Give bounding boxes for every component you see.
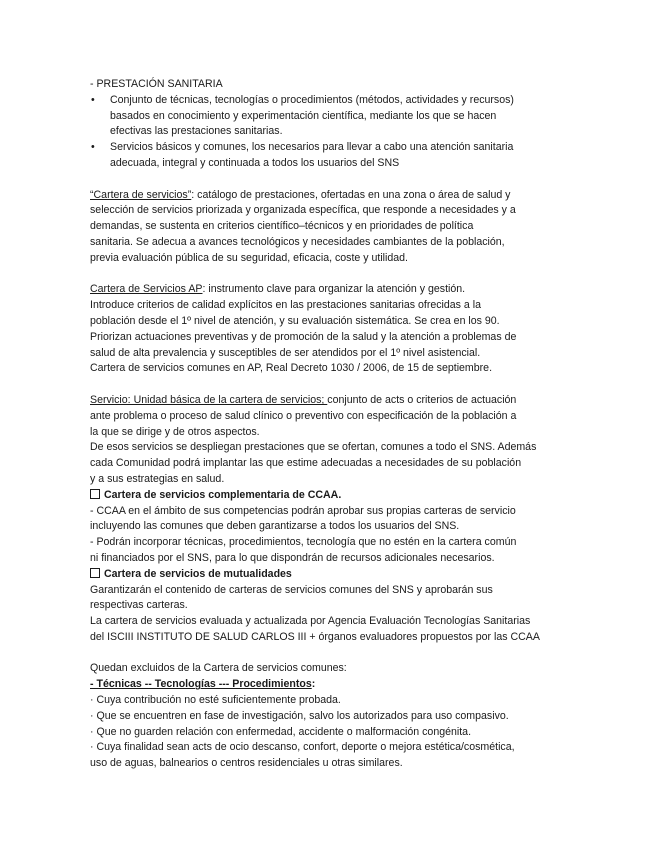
paragraph-line: y a sus estrategias en salud. — [90, 472, 225, 485]
list-item: · Cuya contribución no esté suficientemente probada. — [90, 694, 341, 707]
paragraph-line: Priorizan actuaciones preventivas y de promoción de la salud y la atención a problemas de — [90, 330, 517, 343]
paragraph-line: Introduce criterios de calidad explícitos en las prestaciones sanitarias ofrecidas a la — [90, 299, 481, 312]
list-item: · Que se encuentren en fase de investigación, salvo los autorizados para uso compasivo. — [90, 709, 509, 722]
document-page — [90, 77, 570, 772]
paragraph-line: De esos servicios se despliegan prestaciones que se ofertan, comunes a todo el SNS. Además — [90, 441, 537, 454]
paragraph-line: demandas, se sustenta en criterios científico–técnicos y en prioridades de política — [90, 220, 474, 233]
excluded-subtitle: - Técnicas -- Tecnologías --- Procedimientos: — [90, 678, 316, 691]
paragraph-line: - CCAA en el ámbito de sus competencias podrán aprobar sus propias carteras de servicio — [90, 504, 516, 517]
paragraph-line: Servicio: Unidad básica de la cartera de servicios; conjunto de acts o criterios de actuación — [90, 393, 517, 406]
list-item: · Que no guarden relación con enfermedad, accidente o malformación congénita. — [90, 725, 472, 738]
checkbox-icon — [90, 568, 100, 578]
bullet-item — [90, 140, 570, 172]
list-item: uso de aguas, balnearios o centros residenciales u otras similares. — [90, 757, 403, 770]
paragraph-line: Quedan excluidos de la Cartera de servicios comunes: — [90, 662, 347, 675]
paragraph-line: - Podrán incorporar técnicas, procedimientos, tecnología que no estén en la cartera común — [90, 536, 517, 549]
paragraph-line: incluyendo las comunes que deben garantizarse a todos los usuarios del SNS. — [90, 520, 460, 533]
bullet-line: adecuada, integral y continuada a todos los usuarios del SNS — [110, 156, 400, 169]
paragraph-line: cada Comunidad podrá implantar las que estime adecuadas a necesidades de su población — [90, 457, 522, 470]
bullet-line: Conjunto de técnicas, tecnologías o procedimientos (métodos, actividades y recursos) — [110, 93, 514, 106]
paragraph-line: previa evaluación pública de su seguridad, eficacia, coste y utilidad. — [90, 251, 409, 264]
paragraph-line: Garantizarán el contenido de carteras de servicios comunes del SNS y aprobarán sus — [90, 583, 493, 596]
bullet-line: basados en conocimiento y experimentación científica, mediante los que se hacen — [110, 109, 497, 122]
paragraph-line: ante problema o proceso de salud clínico o preventivo con especificación de la población a — [90, 409, 517, 422]
subsection-title: Cartera de servicios de mutualidades — [90, 567, 570, 583]
paragraph-line: ni financiados por el SNS, para lo que dispondrán de recursos adicionales necesarios. — [90, 551, 495, 564]
paragraph-line: la que se dirige y de otros aspectos. — [90, 425, 260, 438]
checkbox-icon — [90, 489, 100, 499]
bullet-dot: • — [91, 141, 95, 154]
subsection-title: Cartera de servicios complementaria de CCAA. — [90, 488, 570, 504]
paragraph-line: sanitaria. Se adecua a avances tecnológicos y necesidades cambiantes de la población, — [90, 235, 505, 248]
bullet-item — [90, 93, 570, 140]
paragraph-line: Cartera de servicios comunes en AP, Real Decreto 1030 / 2006, de 15 de septiembre. — [90, 362, 493, 375]
paragraph-line: selección de servicios priorizada y organizada específica, que responde a necesidades y a — [90, 204, 516, 217]
bullet-line: efectivas las prestaciones sanitarias. — [110, 125, 283, 138]
paragraph-line: Cartera de Servicios AP: instrumento clave para organizar la atención y gestión. — [90, 283, 466, 296]
defined-term: Servicio: Unidad básica de la cartera de servicios; — [90, 393, 328, 406]
defined-term: Cartera de Servicios AP — [90, 283, 203, 296]
paragraph-line: del ISCIII INSTITUTO DE SALUD CARLOS III + órganos evaluadores propuestos por las CCAA — [90, 630, 540, 643]
section-heading: - PRESTACIÓN SANITARIA — [90, 78, 223, 90]
list-item: · Cuya finalidad sean acts de ocio descanso, confort, deporte o mejora estética/cosmética, — [90, 741, 515, 754]
bullet-line: Servicios básicos y comunes, los necesarios para llevar a cabo una atención sanitaria — [110, 141, 514, 154]
paragraph-line: respectivas carteras. — [90, 599, 188, 612]
bullet-dot: • — [91, 93, 95, 106]
paragraph-line: “Cartera de servicios”: catálogo de prestaciones, ofertadas en una zona o área de salud y — [90, 188, 511, 201]
paragraph-line: población desde el 1º nivel de atención, y su evaluación sistemática. Se crea en los 90. — [90, 314, 500, 327]
paragraph-line: La cartera de servicios evaluada y actualizada por Agencia Evaluación Tecnologías Sanitarias — [90, 615, 531, 628]
paragraph-line: salud de alta prevalencia y susceptibles de ser atendidos por el 1º nivel asistencial. — [90, 346, 481, 359]
defined-term: “Cartera de servicios” — [90, 188, 192, 201]
